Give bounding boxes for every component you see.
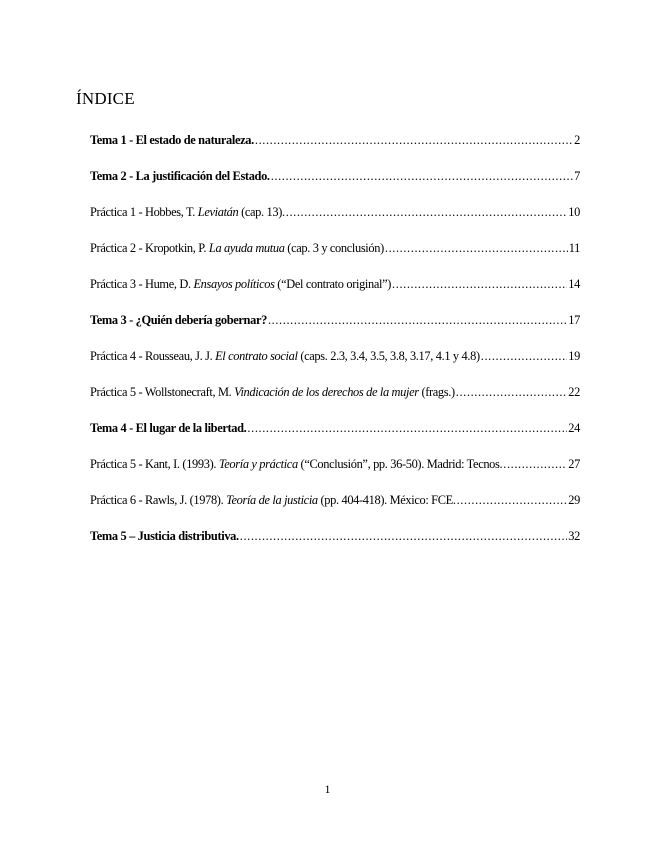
- toc-entry-work-title: El contrato social: [215, 349, 298, 363]
- toc-entry-page: 27: [568, 457, 580, 471]
- dot-leader: [503, 457, 567, 472]
- toc-entry-work-title: Teoría y práctica: [218, 457, 298, 471]
- toc-entry-page: 7: [574, 169, 580, 183]
- dot-leader: [268, 313, 567, 328]
- toc-entry-page: 11: [568, 241, 580, 255]
- dot-leader: [481, 349, 568, 364]
- dot-leader: [456, 385, 568, 400]
- toc-entry-title: Tema 4 - El lugar de la libertad.: [90, 421, 247, 435]
- toc-entry-work-title: Teoría de la justicia: [226, 493, 321, 507]
- toc-entry-title: [90, 385, 455, 400]
- page-title: ÍNDICE: [76, 89, 135, 108]
- dot-leader: [286, 205, 568, 220]
- toc-entry-page: 17: [568, 313, 580, 327]
- dot-leader: [240, 529, 568, 544]
- toc-entry[interactable]: [90, 493, 580, 529]
- toc-entry-page: 22: [568, 385, 580, 399]
- dot-leader: [385, 241, 568, 256]
- toc-entry[interactable]: [90, 313, 580, 349]
- dot-leader: [247, 421, 567, 436]
- toc-entry-work-title: Vindicación de los derechos de la mujer: [234, 385, 419, 399]
- toc-entry-author: Práctica 1 - Hobbes, T.: [90, 205, 198, 219]
- toc-entry-work-title: La ayuda mutua: [208, 241, 285, 255]
- toc-entry-page: 32: [568, 529, 580, 543]
- dot-leader: [457, 493, 568, 508]
- dot-leader: [392, 277, 567, 292]
- toc-entry-title: [90, 241, 384, 256]
- toc-entry-author: Práctica 2 - Kropotkin, P.: [90, 241, 209, 255]
- toc-entry-page: 19: [568, 349, 580, 363]
- toc-entry-title: Tema 5 – Justicia distributiva.: [90, 529, 239, 543]
- dot-leader: [271, 169, 573, 184]
- toc-entry[interactable]: [90, 529, 580, 565]
- toc-entry-page: 2: [574, 133, 580, 147]
- toc-entry-page: 29: [568, 493, 580, 507]
- toc-entry-page: 10: [568, 205, 580, 219]
- toc-entry-detail: (“Del contrato original”): [274, 277, 392, 291]
- toc-entry-title: [90, 205, 285, 220]
- toc-entry-title: [90, 493, 456, 508]
- toc-entry-title: [90, 457, 502, 472]
- toc-entry[interactable]: [90, 349, 580, 385]
- toc-entry-author: Práctica 5 - Kant, I. (1993).: [90, 457, 219, 471]
- toc-entry-author: Práctica 5 - Wollstonecraft, M.: [90, 385, 235, 399]
- toc-entry-detail: (frags.): [418, 385, 455, 399]
- toc-entry-title: Tema 2 - La justificación del Estado.: [90, 169, 270, 183]
- toc-entry[interactable]: [90, 457, 580, 493]
- toc-entry[interactable]: [90, 421, 580, 457]
- toc-entry[interactable]: [90, 277, 580, 313]
- toc-entry-title: [90, 349, 480, 364]
- toc-entry-title: Tema 1 - El estado de naturaleza.: [90, 133, 254, 147]
- page-number: 1: [324, 782, 331, 796]
- toc-entry-work-title: Ensayos políticos: [193, 277, 275, 291]
- toc-entry-detail: (“Conclusión”, pp. 36-50). Madrid: Tecnos.: [297, 457, 503, 471]
- toc-entry-detail: (cap. 13).: [238, 205, 285, 219]
- toc-entry[interactable]: [90, 385, 580, 421]
- toc-entry-page: 24: [568, 421, 580, 435]
- toc-entry-author: Práctica 6 - Rawls, J. (1978).: [90, 493, 227, 507]
- toc-entry-detail: (pp. 404-418). México: FCE.: [320, 493, 456, 507]
- toc-entry[interactable]: [90, 133, 580, 169]
- toc-entry-title: [90, 277, 391, 292]
- table-of-contents: [90, 133, 580, 565]
- toc-entry-detail: (caps. 2.3, 3.4, 3.5, 3.8, 3.17, 4.1 y 4.8): [297, 349, 480, 363]
- toc-entry-detail: (cap. 3 y conclusión): [284, 241, 384, 255]
- toc-entry-author: Práctica 3 - Hume, D.: [90, 277, 194, 291]
- toc-entry[interactable]: [90, 169, 580, 205]
- toc-entry-page: 14: [568, 277, 580, 291]
- toc-entry-title: Tema 3 - ¿Quién debería gobernar?: [90, 313, 267, 327]
- dot-leader: [255, 133, 573, 148]
- toc-entry[interactable]: [90, 241, 580, 277]
- toc-entry-work-title: Leviatán: [197, 205, 239, 219]
- toc-entry-author: Práctica 4 - Rousseau, J. J.: [90, 349, 216, 363]
- toc-entry[interactable]: [90, 205, 580, 241]
